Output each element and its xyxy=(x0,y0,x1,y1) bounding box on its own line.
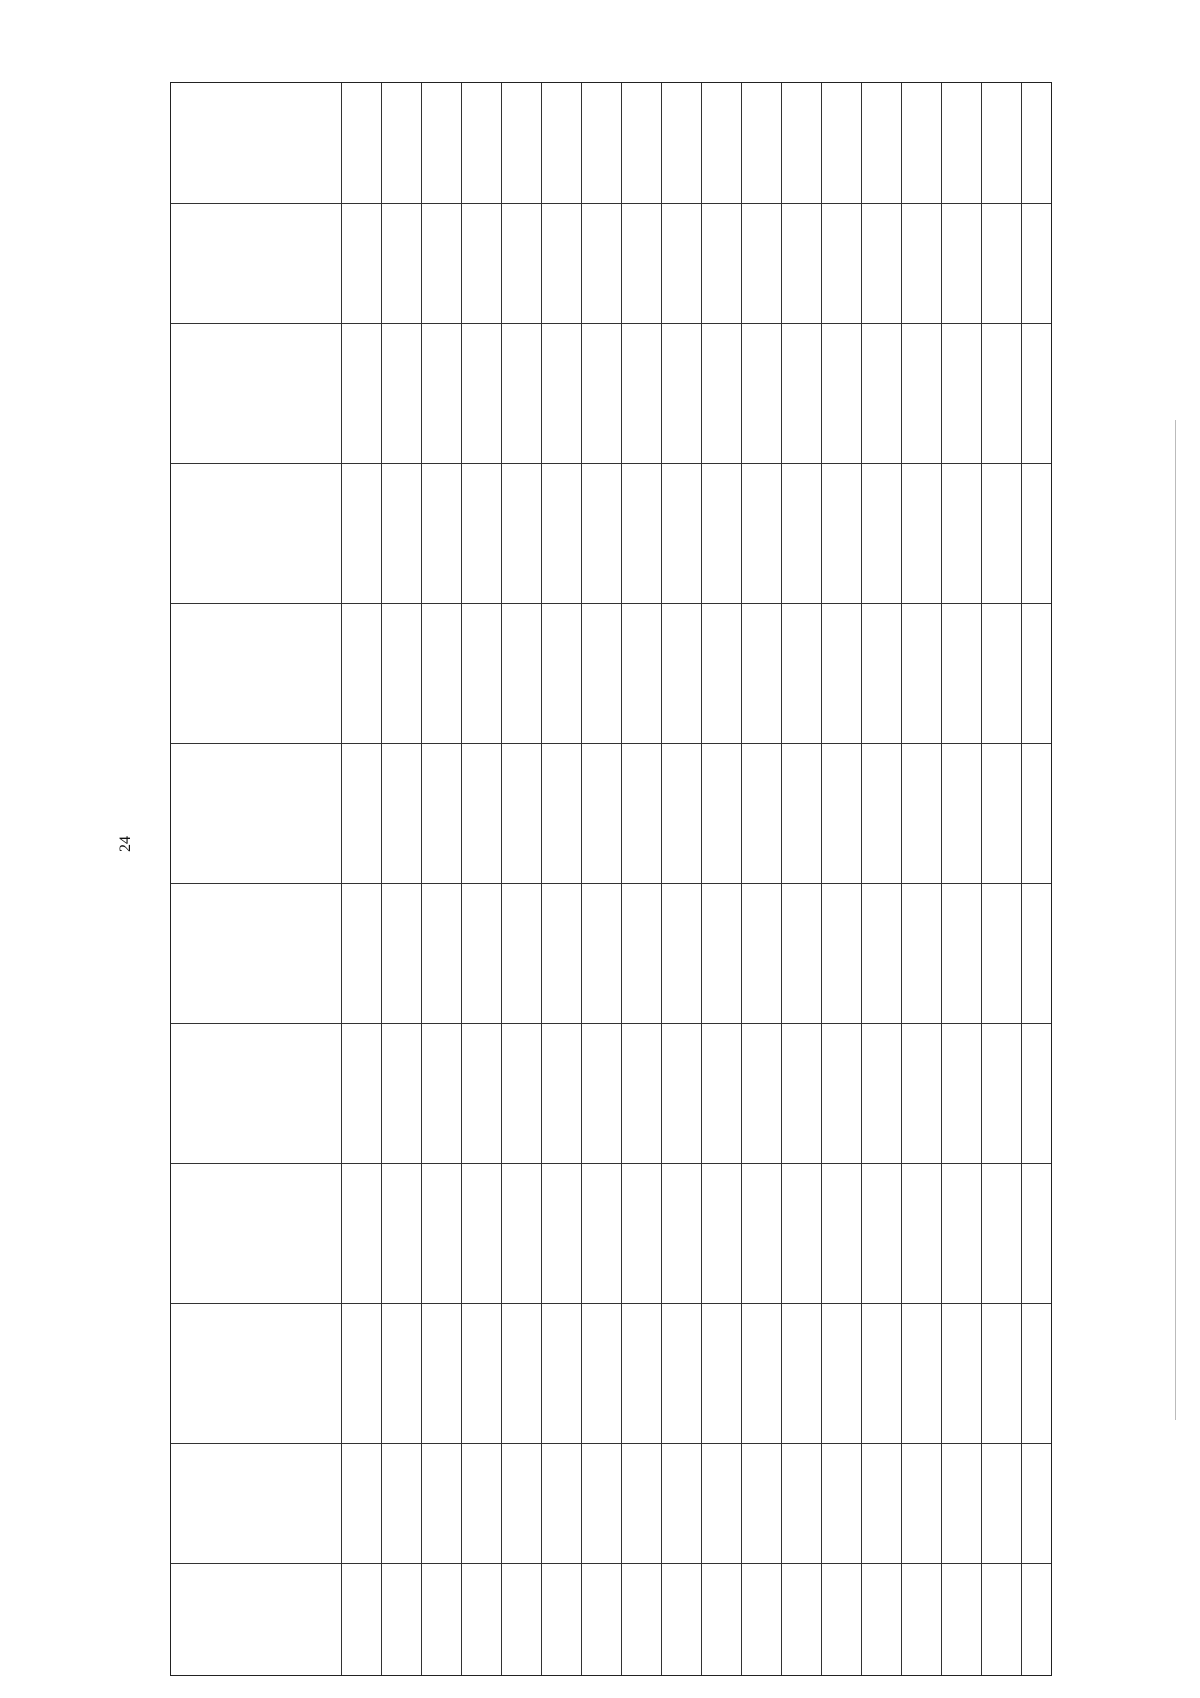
scan-edge xyxy=(1175,420,1176,1420)
page-number: 24 xyxy=(117,836,134,852)
rotated-table xyxy=(170,82,1052,1676)
